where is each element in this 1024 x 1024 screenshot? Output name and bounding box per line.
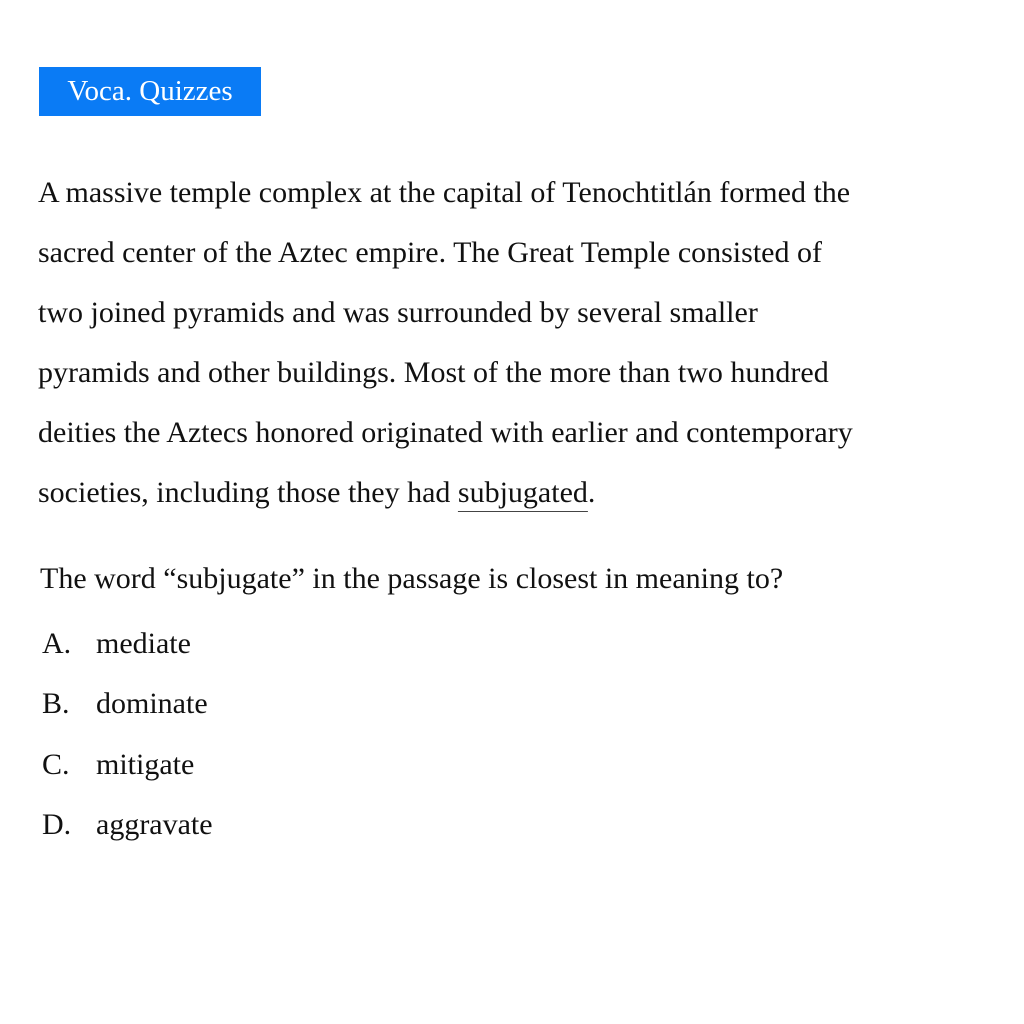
option-letter: D. [42,807,72,841]
answer-options [42,622,213,863]
option-text: dominate [96,687,208,721]
passage-line-end: . [587,476,596,509]
question-prompt: The word “subjugate” in the passage is closest in meaning to? [40,562,784,595]
passage-line: two joined pyramids and was surrounded by several smaller [38,296,758,329]
passage-line-text: societies, including those they had [38,476,458,509]
passage-line-last [38,463,998,523]
option-a[interactable] [42,622,213,682]
passage-line: deities the Aztecs honored originated with earlier and contemporary [38,416,853,449]
option-c[interactable] [42,743,213,803]
option-d[interactable] [42,803,213,863]
option-text: mitigate [96,747,195,781]
option-letter: A. [42,627,72,660]
option-text: mediate [96,627,191,660]
option-letter: C. [42,747,70,781]
quiz-badge-label: Voca. Quizzes [67,75,233,107]
reading-passage [38,163,998,523]
option-text: aggravate [96,807,213,841]
option-letter: B. [42,687,70,721]
quiz-badge [39,67,261,116]
option-b[interactable] [42,682,213,742]
passage-line: A massive temple complex at the capital of Tenochtitlán formed the [38,176,851,209]
highlighted-word: subjugated [457,476,588,509]
passage-line: sacred center of the Aztec empire. The Great Temple consisted of [38,236,822,269]
passage-line: pyramids and other buildings. Most of the more than two hundred [38,356,829,389]
